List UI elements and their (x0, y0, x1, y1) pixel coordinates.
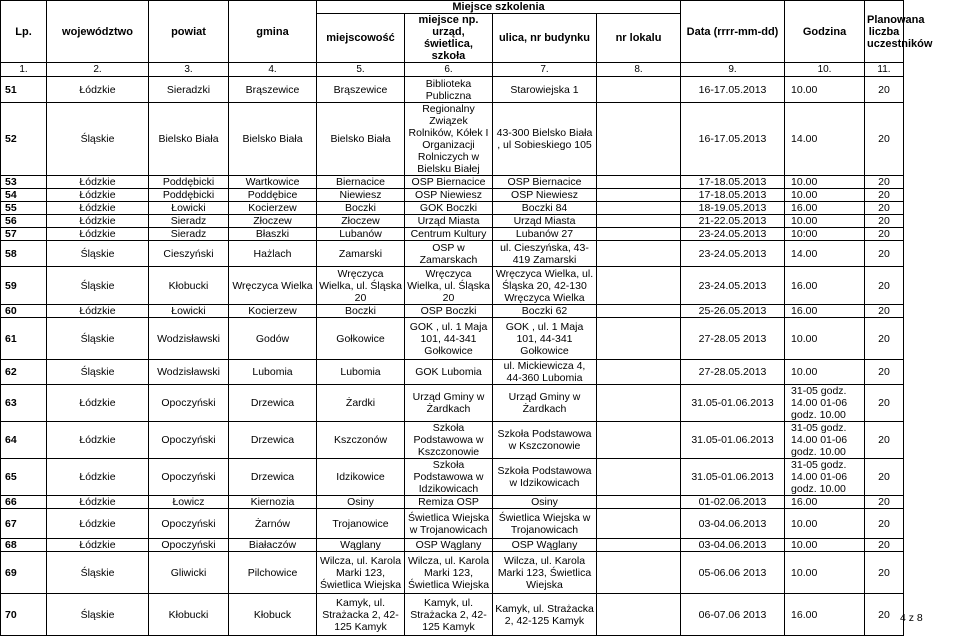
row-lp: 64 (1, 422, 47, 459)
row-data: 16-17.05.2013 (681, 77, 785, 103)
row-miejscowosc: Bielsko Biała (317, 103, 405, 176)
column-number: 2. (47, 63, 149, 77)
col-header-lp: Lp. (1, 1, 47, 63)
row-godzina: 10.00 (785, 189, 865, 202)
row-powiat: Poddębicki (149, 189, 229, 202)
row-data: 17-18.05.2013 (681, 176, 785, 189)
row-godzina: 14.00 (785, 241, 865, 267)
table-row (1, 77, 904, 103)
row-godzina: 14.00 (785, 103, 865, 176)
row-powiat: Wodzisławski (149, 318, 229, 360)
row-ulica: OSP Niewiesz (493, 189, 597, 202)
row-miejscowosc: Wąglany (317, 539, 405, 552)
row-nr-lokalu (597, 459, 681, 496)
row-gmina: Żarnów (229, 509, 317, 539)
row-data: 31.05-01.06.2013 (681, 385, 785, 422)
row-ulica: Osiny (493, 496, 597, 509)
row-nr-lokalu (597, 215, 681, 228)
row-nr-lokalu (597, 509, 681, 539)
row-wojewodztwo: Łódzkie (47, 228, 149, 241)
row-ulica: Boczki 62 (493, 305, 597, 318)
row-powiat: Sieradz (149, 215, 229, 228)
row-miejscowosc: Wręczyca Wielka, ul. Śląska 20 (317, 267, 405, 305)
row-ulica: ul. Mickiewicza 4, 44-360 Lubomia (493, 360, 597, 385)
row-godzina: 10.00 (785, 318, 865, 360)
row-gmina: Pilchowice (229, 552, 317, 594)
row-powiat: Opoczyński (149, 459, 229, 496)
row-powiat: Kłobucki (149, 267, 229, 305)
row-gmina: Drzewica (229, 459, 317, 496)
row-lp: 53 (1, 176, 47, 189)
row-ulica: Wręczyca Wielka, ul. Śląska 20, 42-130 Wręczyca Wielka (493, 267, 597, 305)
table-row (1, 539, 904, 552)
row-ulica: Starowiejska 1 (493, 77, 597, 103)
row-godzina: 10:00 (785, 228, 865, 241)
row-godzina: 16.00 (785, 496, 865, 509)
row-ulica: Boczki 84 (493, 202, 597, 215)
row-liczba: 20 (865, 360, 904, 385)
row-liczba: 20 (865, 422, 904, 459)
row-liczba: 20 (865, 77, 904, 103)
table-row (1, 422, 904, 459)
row-wojewodztwo: Śląskie (47, 318, 149, 360)
row-miejscowosc: Niewiesz (317, 189, 405, 202)
table-row (1, 594, 904, 636)
col-header-wojewodztwo: województwo (47, 1, 149, 63)
row-miejsce: Szkoła Podstawowa w Kszczonowie (405, 422, 493, 459)
row-nr-lokalu (597, 77, 681, 103)
row-miejscowosc: Złoczew (317, 215, 405, 228)
row-miejsce: Biblioteka Publiczna (405, 77, 493, 103)
row-nr-lokalu (597, 496, 681, 509)
row-miejsce: Świetlica Wiejska w Trojanowicach (405, 509, 493, 539)
row-gmina: Wręczyca Wielka (229, 267, 317, 305)
row-powiat: Opoczyński (149, 509, 229, 539)
row-liczba: 20 (865, 552, 904, 594)
row-gmina: Hażlach (229, 241, 317, 267)
row-nr-lokalu (597, 539, 681, 552)
row-wojewodztwo: Łódzkie (47, 496, 149, 509)
row-nr-lokalu (597, 360, 681, 385)
row-powiat: Kłobucki (149, 594, 229, 636)
row-miejsce: Urząd Miasta (405, 215, 493, 228)
row-nr-lokalu (597, 202, 681, 215)
col-header-miejscowosc: miejscowość (317, 14, 405, 63)
row-wojewodztwo: Łódzkie (47, 215, 149, 228)
row-powiat: Poddębicki (149, 176, 229, 189)
table-row (1, 189, 904, 202)
column-number: 3. (149, 63, 229, 77)
row-godzina: 31-05 godz. 14.00 01-06 godz. 10.00 (785, 385, 865, 422)
row-miejsce: OSP w Zamarskach (405, 241, 493, 267)
row-miejsce: Urząd Gminy w Żardkach (405, 385, 493, 422)
table-row (1, 176, 904, 189)
row-data: 18-19.05.2013 (681, 202, 785, 215)
column-number: 7. (493, 63, 597, 77)
row-nr-lokalu (597, 267, 681, 305)
row-wojewodztwo: Śląskie (47, 241, 149, 267)
row-ulica: Kamyk, ul. Strażacka 2, 42-125 Kamyk (493, 594, 597, 636)
row-lp: 60 (1, 305, 47, 318)
row-lp: 56 (1, 215, 47, 228)
row-liczba: 20 (865, 318, 904, 360)
column-number: 8. (597, 63, 681, 77)
row-powiat: Cieszyński (149, 241, 229, 267)
row-miejscowosc: Biernacice (317, 176, 405, 189)
row-nr-lokalu (597, 189, 681, 202)
table-row (1, 267, 904, 305)
row-data: 21-22.05.2013 (681, 215, 785, 228)
row-lp: 51 (1, 77, 47, 103)
row-liczba: 20 (865, 215, 904, 228)
row-gmina: Białaczów (229, 539, 317, 552)
col-header-powiat: powiat (149, 1, 229, 63)
row-data: 27-28.05 2013 (681, 318, 785, 360)
row-lp: 59 (1, 267, 47, 305)
row-nr-lokalu (597, 318, 681, 360)
col-header-data: Data (rrrr-mm-dd) (681, 1, 785, 63)
row-wojewodztwo: Śląskie (47, 594, 149, 636)
row-powiat: Łowicki (149, 305, 229, 318)
row-data: 03-04.06.2013 (681, 509, 785, 539)
row-liczba: 20 (865, 509, 904, 539)
row-miejscowosc: Boczki (317, 202, 405, 215)
row-miejscowosc: Żardki (317, 385, 405, 422)
row-gmina: Kocierzew (229, 305, 317, 318)
row-liczba: 20 (865, 385, 904, 422)
row-lp: 68 (1, 539, 47, 552)
row-lp: 62 (1, 360, 47, 385)
row-nr-lokalu (597, 594, 681, 636)
row-godzina: 10.00 (785, 77, 865, 103)
row-powiat: Bielsko Biała (149, 103, 229, 176)
row-godzina: 16.00 (785, 305, 865, 318)
row-ulica: 43-300 Bielsko Biała , ul Sobieskiego 105 (493, 103, 597, 176)
row-gmina: Złoczew (229, 215, 317, 228)
row-nr-lokalu (597, 305, 681, 318)
row-ulica: Szkoła Podstawowa w Idzikowicach (493, 459, 597, 496)
row-miejsce: Regionalny Związek Rolników, Kółek I Organizacji Rolniczych w Bielsku Białej (405, 103, 493, 176)
row-powiat: Łowicki (149, 202, 229, 215)
col-header-gmina: gmina (229, 1, 317, 63)
row-data: 25-26.05.2013 (681, 305, 785, 318)
table-row (1, 305, 904, 318)
row-lp: 70 (1, 594, 47, 636)
row-ulica: Szkoła Podstawowa w Kszczonowie (493, 422, 597, 459)
row-gmina: Drzewica (229, 385, 317, 422)
column-number: 1. (1, 63, 47, 77)
row-powiat: Opoczyński (149, 539, 229, 552)
row-miejscowosc: Brąszewice (317, 77, 405, 103)
row-liczba: 20 (865, 305, 904, 318)
row-godzina: 10.00 (785, 509, 865, 539)
row-liczba: 20 (865, 103, 904, 176)
row-nr-lokalu (597, 176, 681, 189)
row-miejscowosc: Kszczonów (317, 422, 405, 459)
row-miejscowosc: Boczki (317, 305, 405, 318)
row-gmina: Wartkowice (229, 176, 317, 189)
row-gmina: Bielsko Biała (229, 103, 317, 176)
row-liczba: 20 (865, 202, 904, 215)
row-data: 16-17.05.2013 (681, 103, 785, 176)
row-data: 23-24.05.2013 (681, 267, 785, 305)
col-header-godzina: Godzina (785, 1, 865, 63)
row-ulica: OSP Biernacice (493, 176, 597, 189)
row-miejsce: Centrum Kultury (405, 228, 493, 241)
row-miejscowosc: Osiny (317, 496, 405, 509)
row-miejscowosc: Lubanów (317, 228, 405, 241)
col-header-nr-lokalu: nr lokalu (597, 14, 681, 63)
row-godzina: 10.00 (785, 360, 865, 385)
row-data: 03-04.06.2013 (681, 539, 785, 552)
col-header-miejsce: miejsce np. urząd, świetlica, szkoła (405, 14, 493, 63)
row-miejsce: OSP Wąglany (405, 539, 493, 552)
column-number: 10. (785, 63, 865, 77)
row-miejsce: GOK Boczki (405, 202, 493, 215)
row-data: 31.05-01.06.2013 (681, 459, 785, 496)
row-miejscowosc: Kamyk, ul. Strażacka 2, 42-125 Kamyk (317, 594, 405, 636)
table-row (1, 202, 904, 215)
row-nr-lokalu (597, 422, 681, 459)
row-lp: 66 (1, 496, 47, 509)
row-liczba: 20 (865, 241, 904, 267)
table-row (1, 103, 904, 176)
row-ulica: GOK , ul. 1 Maja 101, 44-341 Gołkowice (493, 318, 597, 360)
row-miejsce: Wilcza, ul. Karola Marki 123, Świetlica Wiejska (405, 552, 493, 594)
row-liczba: 20 (865, 176, 904, 189)
row-nr-lokalu (597, 552, 681, 594)
row-lp: 69 (1, 552, 47, 594)
row-ulica: Urząd Gminy w Żardkach (493, 385, 597, 422)
row-liczba: 20 (865, 496, 904, 509)
table-row (1, 459, 904, 496)
row-lp: 54 (1, 189, 47, 202)
row-liczba: 20 (865, 459, 904, 496)
row-data: 27-28.05.2013 (681, 360, 785, 385)
row-wojewodztwo: Łódzkie (47, 176, 149, 189)
row-godzina: 16.00 (785, 594, 865, 636)
row-nr-lokalu (597, 103, 681, 176)
row-ulica: OSP Wąglany (493, 539, 597, 552)
row-powiat: Łowicz (149, 496, 229, 509)
row-miejsce: GOK Lubomia (405, 360, 493, 385)
column-number: 9. (681, 63, 785, 77)
row-gmina: Błaszki (229, 228, 317, 241)
row-miejsce: GOK , ul. 1 Maja 101, 44-341 Gołkowice (405, 318, 493, 360)
row-data: 17-18.05.2013 (681, 189, 785, 202)
row-gmina: Godów (229, 318, 317, 360)
row-powiat: Opoczyński (149, 422, 229, 459)
row-data: 23-24.05.2013 (681, 241, 785, 267)
row-miejsce: Kamyk, ul. Strażacka 2, 42-125 Kamyk (405, 594, 493, 636)
row-nr-lokalu (597, 228, 681, 241)
column-number: 6. (405, 63, 493, 77)
row-data: 31.05-01.06.2013 (681, 422, 785, 459)
table-row (1, 509, 904, 539)
row-wojewodztwo: Łódzkie (47, 385, 149, 422)
row-wojewodztwo: Łódzkie (47, 189, 149, 202)
row-ulica: Wilcza, ul. Karola Marki 123, Świetlica Wiejska (493, 552, 597, 594)
column-number: 4. (229, 63, 317, 77)
group-header-miejsce-szkolenia: Miejsce szkolenia (317, 1, 681, 14)
row-wojewodztwo: Śląskie (47, 103, 149, 176)
row-gmina: Brąszewice (229, 77, 317, 103)
table-row (1, 552, 904, 594)
row-wojewodztwo: Śląskie (47, 360, 149, 385)
row-wojewodztwo: Śląskie (47, 552, 149, 594)
row-miejscowosc: Zamarski (317, 241, 405, 267)
table-row (1, 496, 904, 509)
row-data: 06-07.06 2013 (681, 594, 785, 636)
row-miejsce: Szkoła Podstawowa w Idzikowicach (405, 459, 493, 496)
row-wojewodztwo: Łódzkie (47, 459, 149, 496)
table-row (1, 385, 904, 422)
row-nr-lokalu (597, 385, 681, 422)
row-godzina: 31-05 godz. 14.00 01-06 godz. 10.00 (785, 459, 865, 496)
row-gmina: Drzewica (229, 422, 317, 459)
row-nr-lokalu (597, 241, 681, 267)
row-miejsce: Wręczyca Wielka, ul. Śląska 20 (405, 267, 493, 305)
row-miejscowosc: Wilcza, ul. Karola Marki 123, Świetlica Wiejska (317, 552, 405, 594)
table-row (1, 241, 904, 267)
row-powiat: Gliwicki (149, 552, 229, 594)
row-liczba: 20 (865, 539, 904, 552)
table-row (1, 318, 904, 360)
row-lp: 52 (1, 103, 47, 176)
row-ulica: Lubanów 27 (493, 228, 597, 241)
row-lp: 61 (1, 318, 47, 360)
row-miejsce: OSP Boczki (405, 305, 493, 318)
row-ulica: Świetlica Wiejska w Trojanowicach (493, 509, 597, 539)
row-powiat: Opoczyński (149, 385, 229, 422)
column-number: 5. (317, 63, 405, 77)
row-wojewodztwo: Łódzkie (47, 539, 149, 552)
row-liczba: 20 (865, 228, 904, 241)
row-lp: 65 (1, 459, 47, 496)
row-lp: 67 (1, 509, 47, 539)
row-miejsce: OSP Niewiesz (405, 189, 493, 202)
row-gmina: Kocierzew (229, 202, 317, 215)
row-miejscowosc: Trojanowice (317, 509, 405, 539)
row-godzina: 31-05 godz. 14.00 01-06 godz. 10.00 (785, 422, 865, 459)
row-lp: 57 (1, 228, 47, 241)
row-wojewodztwo: Łódzkie (47, 202, 149, 215)
table-row (1, 228, 904, 241)
row-miejscowosc: Lubomia (317, 360, 405, 385)
row-miejscowosc: Gołkowice (317, 318, 405, 360)
row-powiat: Wodzisławski (149, 360, 229, 385)
column-number-row (1, 63, 904, 77)
row-godzina: 10.00 (785, 215, 865, 228)
page-number: 4 z 8 (900, 612, 923, 624)
row-wojewodztwo: Łódzkie (47, 509, 149, 539)
row-godzina: 16.00 (785, 267, 865, 305)
row-lp: 58 (1, 241, 47, 267)
row-godzina: 10.00 (785, 176, 865, 189)
col-header-liczba: Planowana liczba uczestników (865, 1, 904, 63)
row-gmina: Kłobuck (229, 594, 317, 636)
table-row (1, 360, 904, 385)
row-gmina: Poddębice (229, 189, 317, 202)
row-wojewodztwo: Łódzkie (47, 77, 149, 103)
row-godzina: 16.00 (785, 202, 865, 215)
row-godzina: 10.00 (785, 552, 865, 594)
row-ulica: Urząd Miasta (493, 215, 597, 228)
row-godzina: 10.00 (785, 539, 865, 552)
row-powiat: Sieradzki (149, 77, 229, 103)
row-liczba: 20 (865, 267, 904, 305)
row-lp: 55 (1, 202, 47, 215)
table-row (1, 215, 904, 228)
row-wojewodztwo: Łódzkie (47, 305, 149, 318)
row-ulica: ul. Cieszyńska, 43-419 Zamarski (493, 241, 597, 267)
row-liczba: 20 (865, 594, 904, 636)
column-number: 11. (865, 63, 904, 77)
row-powiat: Sieradz (149, 228, 229, 241)
row-lp: 63 (1, 385, 47, 422)
col-header-ulica: ulica, nr budynku (493, 14, 597, 63)
row-miejsce: OSP Biernacice (405, 176, 493, 189)
row-gmina: Lubomia (229, 360, 317, 385)
row-gmina: Kiernozia (229, 496, 317, 509)
row-miejsce: Remiza OSP (405, 496, 493, 509)
row-data: 23-24.05.2013 (681, 228, 785, 241)
row-miejscowosc: Idzikowice (317, 459, 405, 496)
row-wojewodztwo: Śląskie (47, 267, 149, 305)
row-data: 05-06.06 2013 (681, 552, 785, 594)
row-wojewodztwo: Łódzkie (47, 422, 149, 459)
row-data: 01-02.06.2013 (681, 496, 785, 509)
row-liczba: 20 (865, 189, 904, 202)
